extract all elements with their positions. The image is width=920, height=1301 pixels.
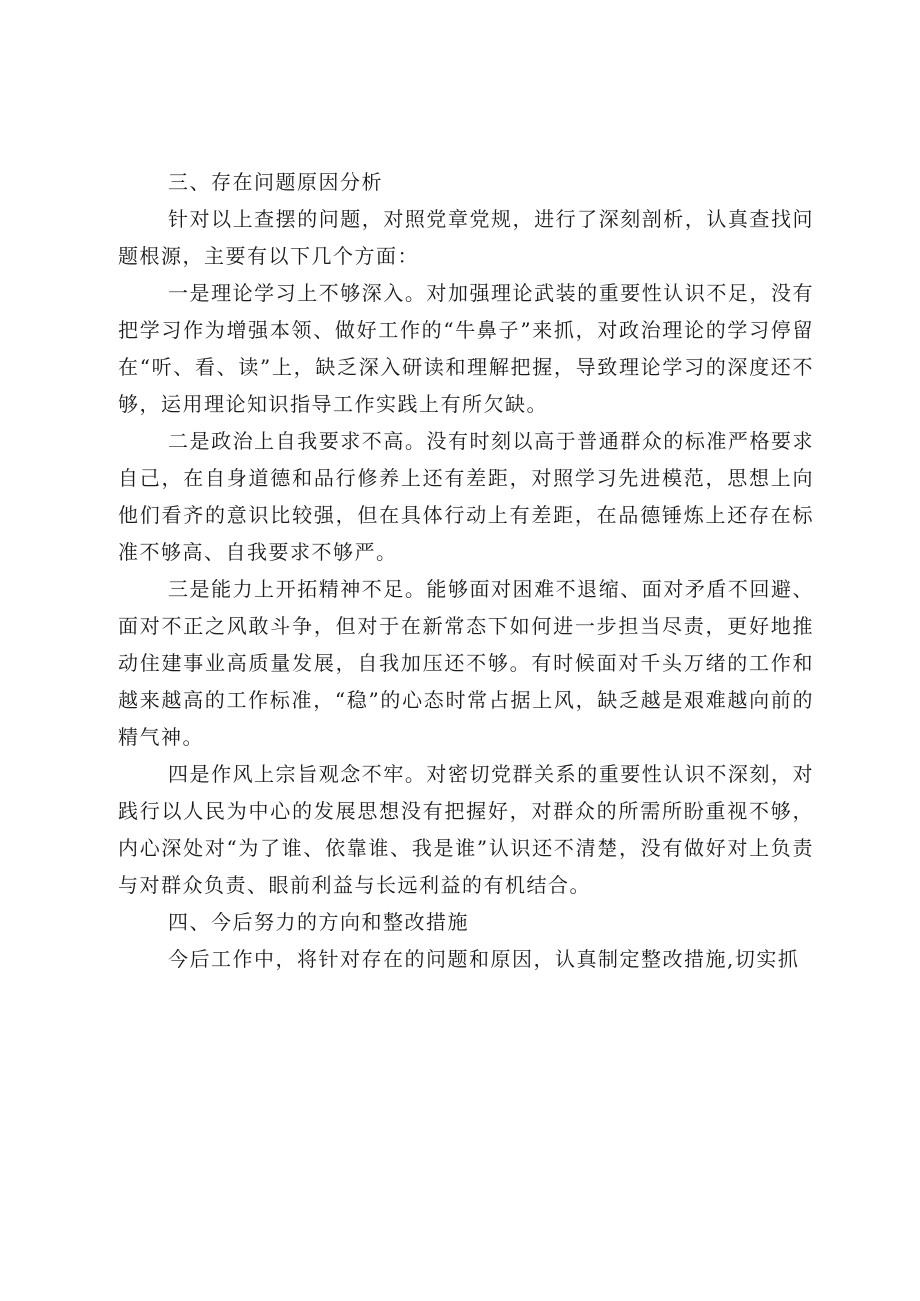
paragraph-lead: 四是作风上宗旨观念不牢。 bbox=[168, 762, 427, 786]
paragraph-theory-study bbox=[118, 275, 814, 423]
document-body bbox=[118, 164, 814, 978]
paragraph-work-style bbox=[118, 756, 814, 904]
paragraph-lead: 一是理论学习上不够深入。 bbox=[168, 281, 427, 305]
section-heading-measures: 四、今后努力的方向和整改措施 bbox=[168, 910, 469, 934]
paragraph-measures-intro: 今后工作中，将针对存在的问题和原因，认真制定整改措施,切实抓 bbox=[168, 947, 800, 971]
paragraph-lead: 三是能力上开拓精神不足。 bbox=[168, 577, 427, 601]
section-heading-causes: 三、存在问题原因分析 bbox=[168, 170, 383, 194]
paragraph-pioneering-spirit bbox=[118, 571, 814, 756]
paragraph-body: 对密切党群关系的重要性认识不深刻，对践行以人民为中心的发展思想没有把握好，对群众的所需所盼重视不够，内心深处对“为了谁、依靠谁、我是谁”认识还不清楚，没有做好对上负责与对群众负责、眼前利益与长远利益的有机结合。 bbox=[118, 762, 815, 897]
paragraph-body: 对加强理论武装的重要性认识不足，没有把学习作为增强本领、做好工作的“牛鼻子”来抓，对政治理论的学习停留在“听、看、读”上，缺乏深入研读和理解把握，导致理论学习的深度还不够，运用理论知识指导工作实践上有所欠缺。 bbox=[118, 281, 815, 416]
paragraph-body: 没有时刻以高于普通群众的标准严格要求自己，在自身道德和品行修养上还有差距，对照学习先进模范，思想上向他们看齐的意识比较强，但在具体行动上有差距，在品德锤炼上还存在标准不够高、自我要求不够严。 bbox=[118, 429, 815, 564]
paragraph-body: 能够面对困难不退缩、面对矛盾不回避、面对不正之风敢斗争，但对于在新常态下如何进一步担当尽责，更好地推动住建事业高质量发展，自我加压还不够。有时候面对千头万绪的工作和越来越高的工作标准，“稳”的心态时常占据上风，缺乏越是艰难越向前的精气神。 bbox=[118, 577, 815, 749]
paragraph-lead: 二是政治上自我要求不高。 bbox=[168, 429, 427, 453]
paragraph-intro: 针对以上查摆的问题，对照党章党规，进行了深刻剖析，认真查找问题根源，主要有以下几个方面： bbox=[118, 207, 814, 268]
paragraph-political-standards bbox=[118, 423, 814, 571]
